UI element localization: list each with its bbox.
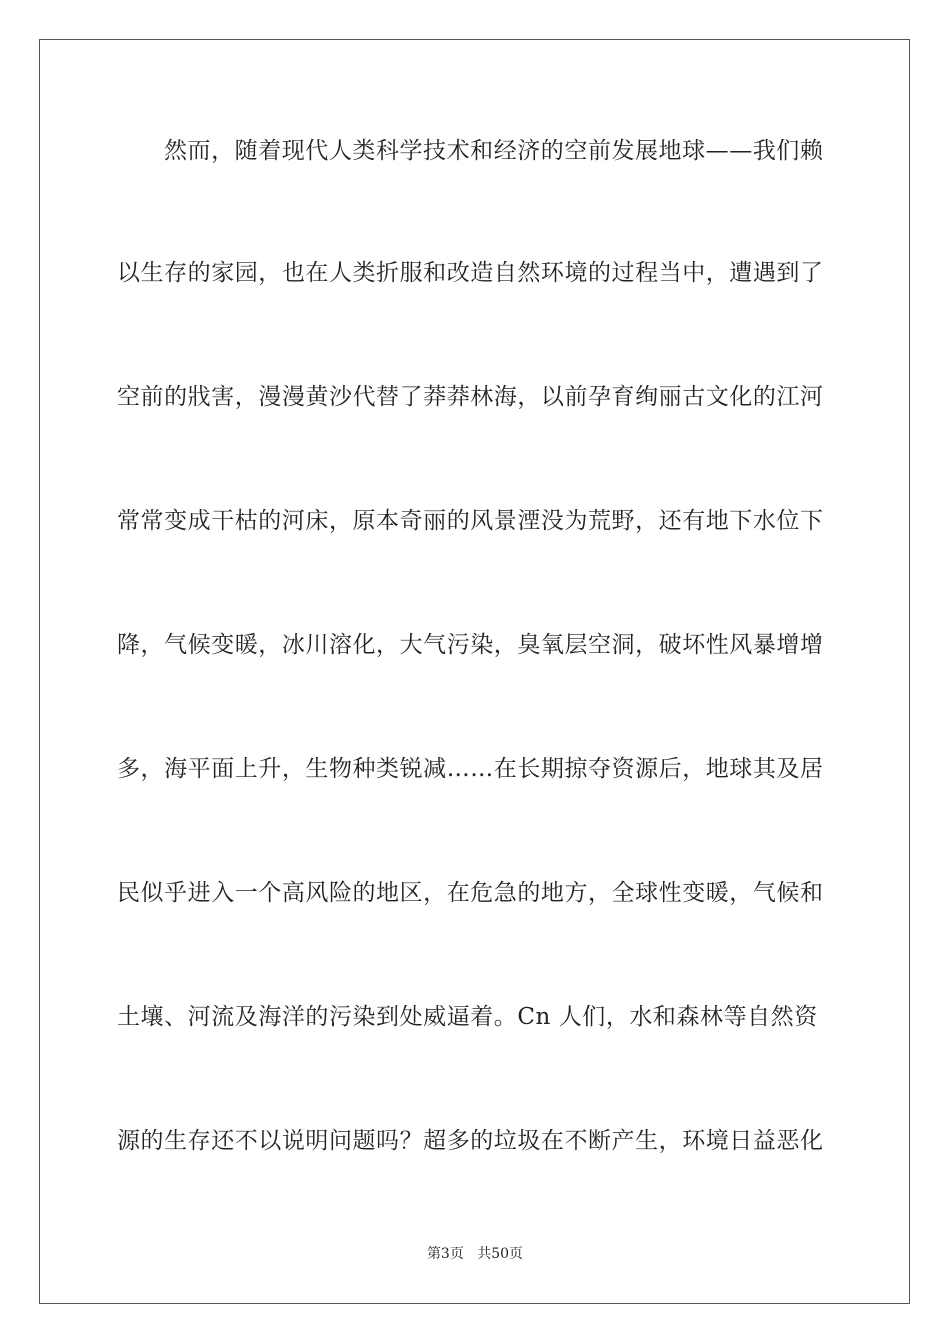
page-footer <box>0 1245 950 1263</box>
text-line: 然而，随着现代人类科学技术和经济的空前发展地球——我们赖 <box>164 138 824 164</box>
text-line: 降，气候变暖，冰川溶化，大气污染，臭氧层空洞，破坏性风暴增增 <box>117 632 824 658</box>
text-line: 民似乎进入一个高风险的地区，在危急的地方，全球性变暖，气候和 <box>117 880 824 906</box>
text-line: 土壤、河流及海洋的污染到处威逼着。Cn 人们，水和森林等自然资 <box>117 1004 818 1030</box>
text-line: 以生存的家园，也在人类折服和改造自然环境的过程当中，遭遇到了 <box>117 260 824 286</box>
text-line: 多，海平面上升，生物种类锐减……在长期掠夺资源后，地球其及居 <box>117 756 824 782</box>
page-number: 第3页 <box>426 1246 464 1262</box>
text-line: 空前的戕害，漫漫黄沙代替了莽莽林海，以前孕育绚丽古文化的江河 <box>117 384 824 410</box>
text-line: 常常变成干枯的河床，原本奇丽的风景湮没为荒野，还有地下水位下 <box>117 508 824 534</box>
text-line: 源的生存还不以说明问题吗？超多的垃圾在不断产生，环境日益恶化 <box>117 1128 824 1154</box>
page-border <box>39 39 910 1304</box>
page-total: 共50页 <box>477 1246 524 1262</box>
